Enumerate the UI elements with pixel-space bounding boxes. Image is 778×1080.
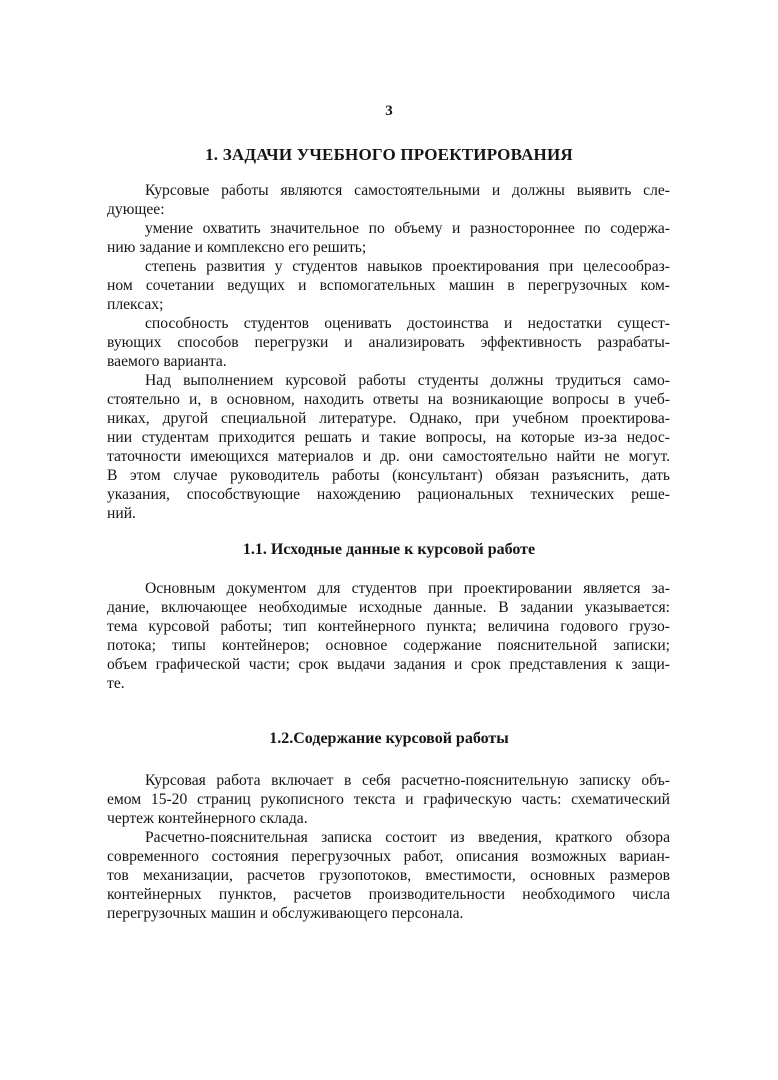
paragraph — [107, 257, 670, 314]
section-1-1-body — [107, 579, 670, 693]
text-line: стоятельно и, в основном, находить ответы на возникающие вопросы в учеб- — [107, 391, 670, 408]
paragraph — [107, 181, 670, 219]
text-line: тема курсовой работы; тип контейнерного пункта; величина годового грузо- — [107, 618, 670, 635]
text-line: таточности имеющихся материалов и др. они самостоятельно найти не могут. — [107, 448, 670, 465]
text-line: умение охватить значительное по объему и разностороннее по содержа- — [145, 220, 670, 237]
paragraph — [107, 828, 670, 923]
section-1-2-body — [107, 771, 670, 923]
page-number: 3 — [385, 103, 393, 119]
text-line: перегрузочных машин и обслуживающего персонала. — [107, 905, 464, 922]
text-line: чертеж контейнерного склада. — [107, 810, 308, 827]
text-line: плексах; — [107, 296, 164, 313]
text-line: никах, другой специальной литературе. Однако, при учебном проектирова- — [107, 410, 670, 427]
text-line: контейнерных пунктов, расчетов производительности необходимого числа — [107, 886, 670, 903]
text-line: те. — [107, 675, 125, 692]
paragraph — [107, 219, 670, 257]
text-line: потока; типы контейнеров; основное содержание пояснительной записки; — [107, 637, 670, 654]
text-line: дующее: — [107, 201, 165, 218]
text-line: Над выполнением курсовой работы студенты должны трудиться само- — [145, 372, 670, 389]
text-line: Основным документом для студентов при проектировании является за- — [145, 580, 670, 597]
text-line: нии студентам приходится решать и такие вопросы, на которые из-за недос- — [107, 429, 670, 446]
text-line: нию задание и комплексно его решить; — [107, 239, 367, 256]
text-line: объем графической части; срок выдачи задания и срок представления к защи- — [107, 656, 670, 673]
paragraph — [107, 771, 670, 828]
paragraph — [107, 314, 670, 371]
section-1-1-heading: 1.1. Исходные данные к курсовой работе — [242, 541, 536, 558]
text-line: указания, способствующие нахождению рациональных технических реше- — [107, 486, 670, 503]
paragraph — [107, 579, 670, 693]
text-line: вующих способов перегрузки и анализировать эффективность разрабаты- — [107, 334, 670, 351]
paragraph — [107, 371, 670, 523]
text-line: Расчетно-пояснительная записка состоит из введения, краткого обзора — [145, 829, 670, 846]
text-line: способность студентов оценивать достоинства и недостатки сущест- — [145, 315, 670, 332]
text-line: степень развития у студентов навыков проектирования при целесообраз- — [145, 258, 670, 275]
text-line: емом 15-20 страниц рукописного текста и графическую часть: схематический — [107, 791, 670, 808]
chapter-title: 1. ЗАДАЧИ УЧЕБНОГО ПРОЕКТИРОВАНИЯ — [205, 145, 573, 164]
text-line: Курсовые работы являются самостоятельными и должны выявить сле- — [145, 182, 670, 199]
text-line: ний. — [107, 505, 136, 522]
text-line: современного состояния перегрузочных работ, описания возможных вариан- — [107, 848, 670, 865]
text-line: В этом случае руководитель работы (консультант) обязан разъяснить, дать — [107, 467, 670, 484]
text-line: ваемого варианта. — [107, 353, 227, 370]
text-line: Курсовая работа включает в себя расчетно-пояснительную записку объ- — [145, 772, 670, 789]
text-line: тов механизации, расчетов грузопотоков, вместимости, основных размеров — [107, 867, 670, 884]
text-line: ном сочетании ведущих и вспомогательных машин в перегрузочных ком- — [107, 277, 670, 294]
section-1-body — [107, 181, 670, 523]
text-line: дание, включающее необходимые исходные данные. В задании указывается: — [107, 599, 670, 616]
section-1-2-heading: 1.2.Содержание курсовой работы — [269, 730, 509, 747]
